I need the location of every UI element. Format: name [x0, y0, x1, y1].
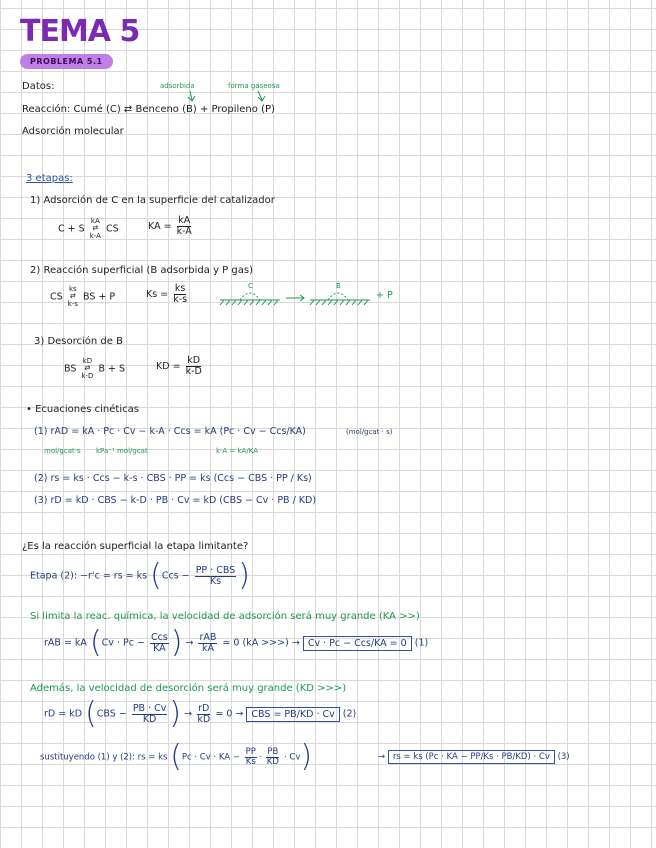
eq1-units-note-2: kPa⁻¹ mol/gcat: [96, 447, 148, 455]
stage1-equilibrium-constant: KA = $\frac{kA}{k-A}$: [148, 215, 192, 237]
desorption-rate-limit: rD = kD (CBS − $\frac{PB \cdot Cv}{KD}$ ) → $\frac{rD}{kD}$ ≃ 0 → CBS = PB/KD · Cv (2): [44, 696, 357, 731]
stage3-equilibrium-constant: KD = $\frac{kD}{k-D}$: [156, 355, 202, 377]
result-box-3: rs = ks (Pc · KA − PP/Ks · PB/KD) · Cv: [388, 750, 555, 764]
substitution-expression: sustituyendo (1) y (2): rs = ks (Pc · Cv · KA − $\frac{PP}{Ks}$ · $\frac{PB}{KD}$ · Cv): [40, 739, 313, 774]
surface-site-b: B: [336, 282, 341, 290]
desorption-fast-statement: Además, la velocidad de desorción será muy grande (KD >>>): [30, 683, 347, 694]
kinetic-eq1: (1) rAD = kA · Pc · Cv − k-A · Ccs = kA (Pc · Cv − Ccs/KA): [34, 426, 306, 437]
datos-label: Datos:: [22, 81, 55, 92]
stage2-reaction: CS ks ⇄ k-s BS + P: [50, 285, 116, 308]
adsorption-rate-limit: rAB = kA (Cv · Pc − $\frac{\text{Ccs}}{KA}$ ) → $\frac{\text{rAB}}{kA}$ ≃ 0 (kA >>>) → Cv · Pc − Ccs/KA = 0 (1): [44, 625, 429, 660]
surface-site-c: C: [248, 282, 253, 290]
kinetic-eq3: (3) rD = kD · CBS − k-D · PB · Cv = kD (CBS − Cv · PB / KD): [34, 495, 317, 506]
stage3-reaction: BS kD ⇄ k-D B + S: [64, 357, 125, 380]
kinetic-eq2: (2) rs = ks · Ccs − k-s · CBS · PP = ks (Ccs − CBS · PP / Ks): [34, 473, 312, 484]
result-box-2: CBS = PB/KD · Cv: [246, 707, 339, 722]
stages-heading: 3 etapas:: [26, 173, 73, 184]
annotation-forma-gaseosa: forma gaseosa: [228, 82, 280, 90]
stage3-title: 3) Desorción de B: [34, 336, 123, 347]
final-rate-expression: → rs = ks (Pc · KA − PP/Ks · PB/KD) · Cv (3): [378, 752, 570, 762]
adsorption-type: Adsorción molecular: [22, 126, 124, 137]
eq1-units-note-3: k-A = kA/KA: [216, 447, 258, 455]
stage1-title: 1) Adsorción de C en la superficie del catalizador: [30, 195, 275, 206]
kinetic-equations-heading: • Ecuaciones cinéticas: [26, 404, 139, 415]
kinetic-eq1-units: (mol/gcat · s): [346, 428, 393, 436]
annotation-arrows: [0, 0, 656, 100]
eq1-units-note-1: mol/gcat·s: [44, 447, 81, 455]
stage1-reaction: C + S kA ⇄ k-A CS: [58, 217, 119, 240]
result-box-1: Cv · Pc − Ccs/KA = 0: [303, 636, 412, 651]
surface-plus-p: + P: [376, 290, 393, 301]
limiting-rate-expression: Etapa (2): −r'c = rs = ks (Ccs − $\frac{\text{PP · CBS}}{Ks}$ ): [30, 558, 250, 593]
adsorption-fast-statement: Si limita la reac. química, la velocidad de adsorción será muy grande (KA >>): [30, 611, 420, 622]
page-title: TEMA 5: [20, 14, 140, 49]
problem-badge: PROBLEMA 5.1: [20, 54, 113, 69]
stage2-equilibrium-constant: Ks = $\frac{ks}{k-s}$: [146, 283, 188, 305]
stage2-title: 2) Reacción superficial (B adsorbida y P gas): [30, 265, 253, 276]
annotation-adsorbida: adsorbida: [160, 82, 195, 90]
limiting-step-question: ¿Es la reacción superficial la etapa limitante?: [22, 541, 249, 552]
reaction-equation: Reacción: Cumé (C) ⇄ Benceno (B) + Propileno (P): [22, 104, 275, 115]
